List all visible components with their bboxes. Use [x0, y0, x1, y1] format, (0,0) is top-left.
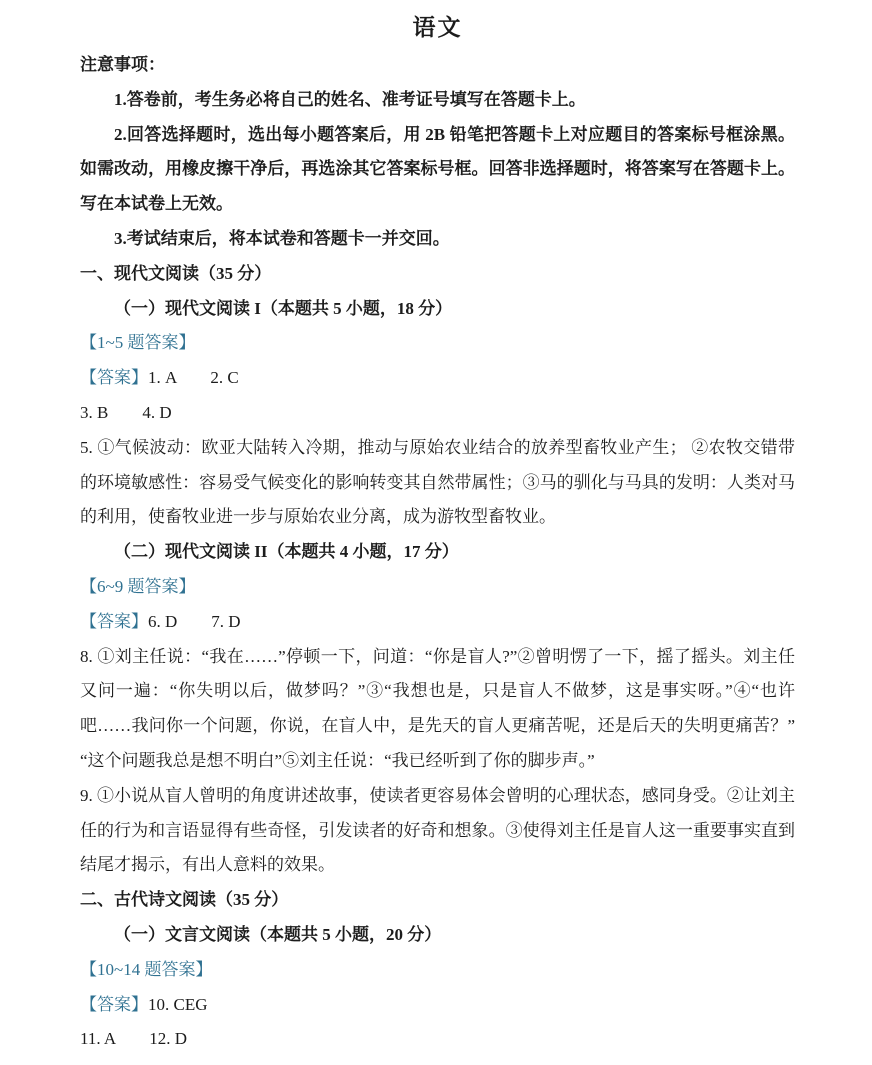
answer-paragraph-5: 5. ①气候波动：欧亚大陆转入冷期，推动与原始农业结合的放养型畜牧业产生； ②农牧交错带的环境敏感性：容易受气候变化的影响转变其自然带属性；③马的驯化与马具的发明：人类对马的利用，使畜牧业进一步与原始农业分离，成为游牧型畜牧业。: [80, 437, 795, 527]
answer-line-10: [80, 988, 795, 1023]
answer-label: 【答案】: [80, 368, 148, 388]
answer-values-10: 10. CEG: [148, 994, 208, 1014]
answer-paragraph-8: 8. ①刘主任说：“我在……”停顿一下，问道：“你是盲人?”②曾明愣了一下，摇了摇头。刘主任又问一遍：“你失明以后，做梦吗？”③“我想也是，只是盲人不做梦，这是事实呀。”④“也许吧……我问你一个问题，你说，在盲人中，是先天的盲人更痛苦呢，还是后天的失明更痛苦？”“这个问题我总是想不明白”⑤刘主任说：“我已经听到了你的脚步声。”: [80, 646, 795, 770]
answer-values-6-7: 6. D 7. D: [148, 611, 241, 631]
answer-line-6-7: [80, 605, 795, 640]
answer-line-1-2: [80, 361, 795, 396]
section-2-part-1-heading: （一）文言文阅读（本题共 5 小题，20 分）: [114, 924, 442, 944]
page-title: 语文: [412, 15, 463, 40]
answer-ref-10-14: 【10~14 题答案】: [80, 959, 213, 979]
notice-heading: 注意事项：: [80, 55, 165, 74]
section-2-heading: 二、古代诗文阅读（35 分）: [80, 890, 289, 910]
section-1-heading: 一、现代文阅读（35 分）: [80, 263, 272, 283]
notice-item-3: 3.考试结束后，将本试卷和答题卡一并交回。: [114, 228, 450, 248]
notice-item-2: 2.回答选择题时，选出每小题答案后，用 2B 铅笔把答题卡上对应题目的答案标号框涂黑。如需改动，用橡皮擦干净后，再选涂其它答案标号框。回答非选择题时，将答案写在答题卡上。写在本试卷上无效。: [80, 124, 795, 214]
section-1-part-1-heading: （一）现代文阅读 I（本题共 5 小题，18 分）: [114, 298, 453, 318]
answer-line-3-4: 3. B 4. D: [80, 402, 172, 422]
answer-ref-6-9: 【6~9 题答案】: [80, 576, 196, 596]
answer-label: 【答案】: [80, 611, 148, 631]
answer-paragraph-9: 9. ①小说从盲人曾明的角度讲述故事，使读者更容易体会曾明的心理状态，感同身受。②让刘主任的行为和言语显得有些奇怪，引发读者的好奇和想象。③使得刘主任是盲人这一重要事实直到结尾才揭示，有出人意料的效果。: [80, 785, 795, 875]
section-1-part-2-heading: （二）现代文阅读 II（本题共 4 小题，17 分）: [114, 542, 459, 562]
answer-label: 【答案】: [80, 994, 148, 1014]
notice-item-1: 1.答卷前，考生务必将自己的姓名、准考证号填写在答题卡上。: [114, 89, 586, 109]
answer-ref-1-5: 【1~5 题答案】: [80, 333, 196, 353]
answer-line-11-12: 11. A 12. D: [80, 1029, 188, 1049]
answer-values-1-2: 1. A 2. C: [148, 368, 239, 388]
